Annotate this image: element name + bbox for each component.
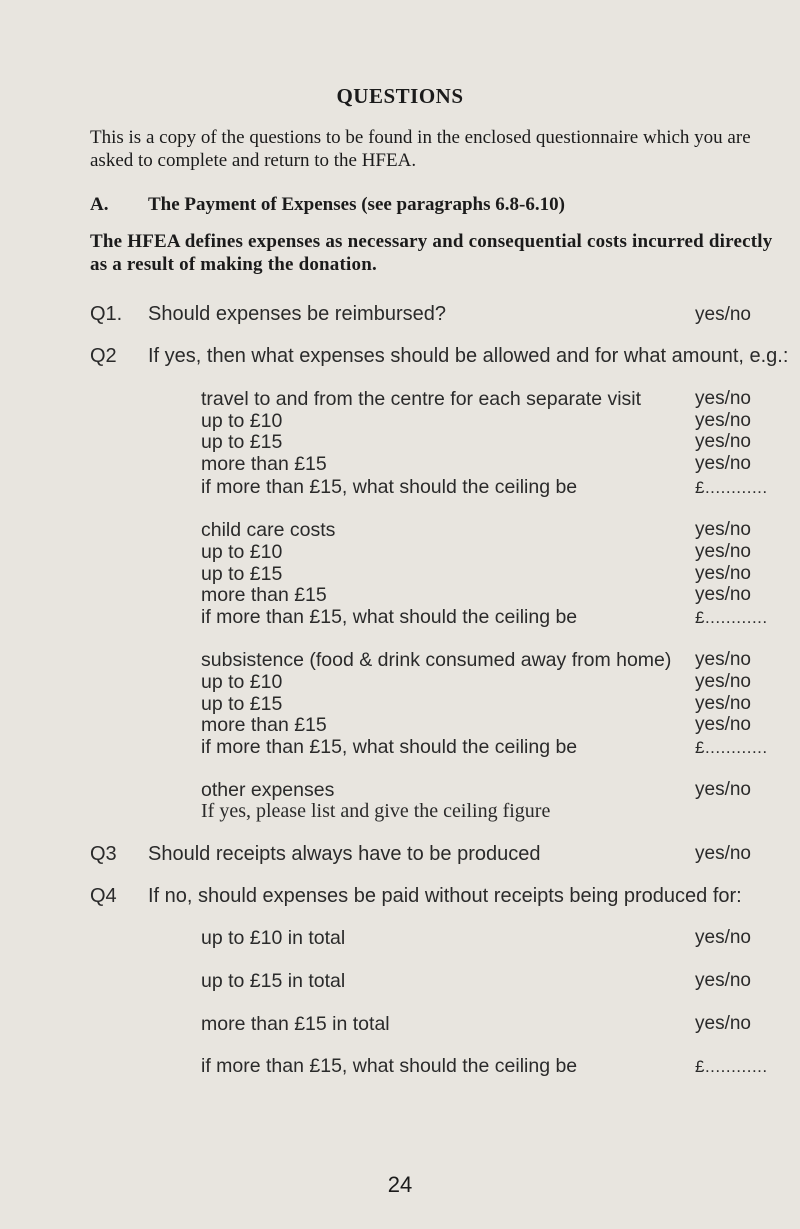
travel-more-than-15: more than £15 [201, 453, 327, 475]
childcare-up-to-10-answer[interactable]: yes/no [695, 541, 751, 562]
q4-item-up-to-10-answer[interactable]: yes/no [695, 927, 751, 948]
travel-heading: travel to and from the centre for each separate visit [201, 388, 642, 410]
q4-item-up-to-15: up to £15 in total [201, 970, 346, 992]
q3-answer[interactable]: yes/no [695, 843, 751, 864]
q4-ceiling-question: if more than £15, what should the ceiling be [201, 1055, 578, 1077]
travel-more-than-15-answer[interactable]: yes/no [695, 453, 751, 474]
subsistence-more-than-15: more than £15 [201, 714, 327, 736]
q4-item-more-than-15: more than £15 in total [201, 1013, 390, 1035]
other-expenses-heading: other expenses [201, 779, 335, 801]
expenses-definition: The HFEA defines expenses as necessary and consequential costs incurred directly as a result of making the donation. [90, 231, 773, 275]
other-expenses-answer[interactable]: yes/no [695, 779, 751, 800]
section-letter: A. [90, 194, 109, 215]
childcare-more-than-15-answer[interactable]: yes/no [695, 584, 751, 605]
travel-up-to-15-answer[interactable]: yes/no [695, 431, 751, 452]
childcare-heading: child care costs [201, 519, 336, 541]
travel-ceiling-question: if more than £15, what should the ceiling be [201, 476, 578, 498]
travel-ceiling-answer[interactable]: £............ [695, 478, 768, 497]
intro-paragraph: This is a copy of the questions to be found in the enclosed questionnaire which you are asked to complete and return to the HFEA. [90, 127, 751, 171]
subsistence-ceiling-question: if more than £15, what should the ceiling be [201, 736, 578, 758]
travel-up-to-15: up to £15 [201, 431, 283, 453]
travel-up-to-10-answer[interactable]: yes/no [695, 410, 751, 431]
q4-number: Q4 [90, 885, 117, 907]
section-title: The Payment of Expenses (see paragraphs 6.8-6.10) [148, 194, 565, 215]
q4-item-up-to-10: up to £10 in total [201, 927, 346, 949]
subsistence-more-than-15-answer[interactable]: yes/no [695, 714, 751, 735]
subsistence-heading: subsistence (food & drink consumed away from home) [201, 649, 672, 671]
q2-text: If yes, then what expenses should be allowed and for what amount, e.g.: [148, 345, 789, 367]
q4-item-more-than-15-answer[interactable]: yes/no [695, 1013, 751, 1034]
page-title: QUESTIONS [336, 84, 464, 108]
q4-item-up-to-15-answer[interactable]: yes/no [695, 970, 751, 991]
childcare-ceiling-answer[interactable]: £............ [695, 608, 768, 627]
q3-text: Should receipts always have to be produced [148, 843, 541, 865]
subsistence-answer[interactable]: yes/no [695, 649, 751, 670]
q1-answer[interactable]: yes/no [695, 304, 751, 325]
q2-number: Q2 [90, 345, 117, 367]
travel-up-to-10: up to £10 [201, 410, 283, 432]
q4-ceiling-answer[interactable]: £............ [695, 1057, 768, 1076]
q4-text: If no, should expenses be paid without receipts being produced for: [148, 885, 742, 907]
subsistence-up-to-15-answer[interactable]: yes/no [695, 693, 751, 714]
travel-answer[interactable]: yes/no [695, 388, 751, 409]
subsistence-up-to-10-answer[interactable]: yes/no [695, 671, 751, 692]
subsistence-up-to-10: up to £10 [201, 671, 283, 693]
q1-number: Q1. [90, 303, 123, 325]
childcare-up-to-15: up to £15 [201, 563, 283, 585]
childcare-answer[interactable]: yes/no [695, 519, 751, 540]
q1-text: Should expenses be reimbursed? [148, 303, 446, 325]
childcare-ceiling-question: if more than £15, what should the ceiling be [201, 606, 578, 628]
childcare-more-than-15: more than £15 [201, 584, 327, 606]
other-expenses-note: If yes, please list and give the ceiling figure [201, 800, 551, 822]
childcare-up-to-10: up to £10 [201, 541, 283, 563]
q3-number: Q3 [90, 843, 117, 865]
page-number: 24 [387, 1172, 413, 1197]
childcare-up-to-15-answer[interactable]: yes/no [695, 563, 751, 584]
subsistence-ceiling-answer[interactable]: £............ [695, 738, 768, 757]
subsistence-up-to-15: up to £15 [201, 693, 283, 715]
